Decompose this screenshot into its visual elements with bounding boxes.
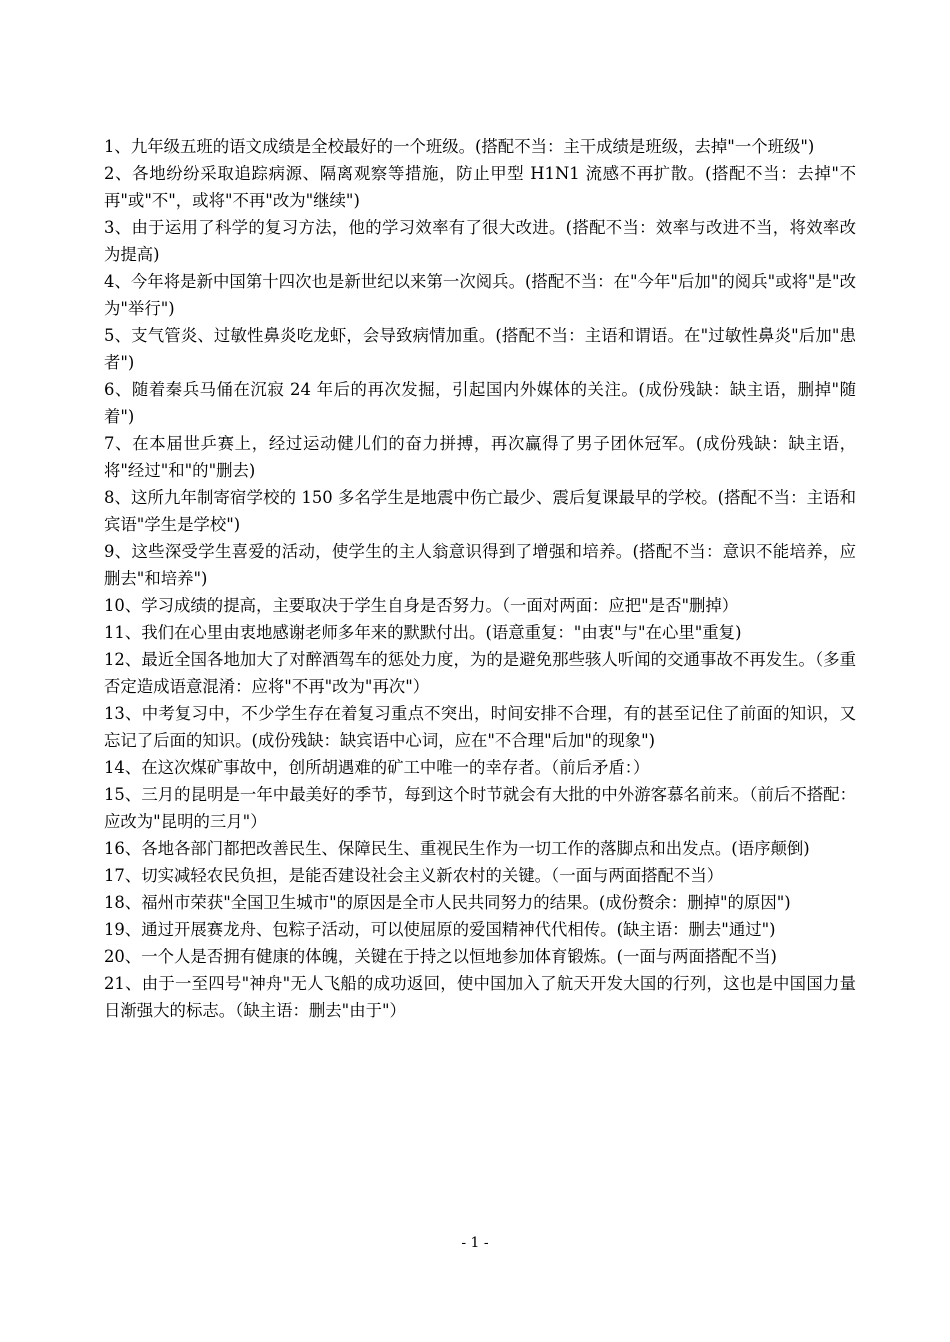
list-item-19: 19、通过开展赛龙舟、包粽子活动，可以使屈原的爱国精神代代相传。(缺主语：删去"通过")	[104, 920, 776, 939]
list-item-8: 8、这所九年制寄宿学校的 150 多名学生是地震中伤亡最少、震后复课最早的学校。(搭配不当：主语和宾语"学生是学校")	[104, 488, 856, 534]
list-item-10: 10、学习成绩的提高，主要取决于学生自身是否努力。（一面对两面：应把"是否"删掉）	[104, 596, 739, 615]
list-item-15: 15、三月的昆明是一年中最美好的季节，每到这个时节就会有大批的中外游客慕名前来。（前后不搭配：应改为"昆明的三月"）	[104, 785, 856, 831]
list-item-16: 16、各地各部门都把改善民生、保障民生、重视民生作为一切工作的落脚点和出发点。(语序颠倒)	[104, 839, 810, 858]
list-item-17: 17、切实减轻农民负担，是能否建设社会主义新农村的关键。（一面与两面搭配不当）	[104, 866, 724, 885]
list-item-1: 1、九年级五班的语文成绩是全校最好的一个班级。(搭配不当：主干成绩是班级，去掉"一个班级")	[104, 137, 815, 156]
list-item-5: 5、支气管炎、过敏性鼻炎吃龙虾，会导致病情加重。(搭配不当：主语和谓语。在"过敏性鼻炎"后加"患者")	[104, 326, 856, 372]
list-item-18: 18、福州市荣获"全国卫生城市"的原因是全市人民共同努力的结果。(成份赘余：删掉"的原因")	[104, 893, 791, 912]
list-item-4: 4、今年将是新中国第十四次也是新世纪以来第一次阅兵。(搭配不当：在"今年"后加"的阅兵"或将"是"改为"举行")	[104, 272, 856, 318]
list-item-12: 12、最近全国各地加大了对醉酒驾车的惩处力度，为的是避免那些骇人听闻的交通事故不再发生。（多重否定造成语意混淆：应将"不再"改为"再次"）	[104, 650, 856, 696]
list-item-11: 11、我们在心里由衷地感谢老师多年来的默默付出。(语意重复："由衷"与"在心里"重复)	[104, 623, 742, 642]
page-number: - 1 -	[461, 1235, 489, 1251]
list-item-2: 2、各地纷纷采取追踪病源、隔离观察等措施，防止甲型 H1N1 流感不再扩散。(搭配不当：去掉"不再"或"不"，或将"不再"改为"继续")	[104, 164, 856, 210]
list-item-3: 3、由于运用了科学的复习方法，他的学习效率有了很大改进。(搭配不当：效率与改进不当，将效率改为提高)	[104, 218, 856, 264]
list-item-14: 14、在这次煤矿事故中，创所胡遇难的矿工中唯一的幸存者。（前后矛盾：）	[104, 758, 650, 777]
list-item-21: 21、由于一至四号"神舟"无人飞船的成功返回，使中国加入了航天开发大国的行列，这也是中国国力量日渐强大的标志。（缺主语：删去"由于"）	[104, 974, 856, 1020]
list-item-7: 7、在本届世乒赛上，经过运动健儿们的奋力拼搏，再次赢得了男子团休冠军。(成份残缺：缺主语，将"经过"和"的"删去)	[104, 434, 856, 480]
list-item-20: 20、一个人是否拥有健康的体魄，关键在于持之以恒地参加体育锻炼。(一面与两面搭配不当)	[104, 947, 777, 966]
list-item-13: 13、中考复习中，不少学生存在着复习重点不突出，时间安排不合理，有的甚至记住了前面的知识，又忘记了后面的知识。(成份残缺：缺宾语中心词，应在"不合理"后加"的现象")	[104, 704, 856, 750]
list-item-9: 9、这些深受学生喜爱的活动，使学生的主人翁意识得到了增强和培养。(搭配不当：意识不能培养，应删去"和培养")	[104, 542, 856, 588]
list-item-6: 6、随着秦兵马俑在沉寂 24 年后的再次发掘，引起国内外媒体的关注。(成份残缺：缺主语，删掉"随着")	[104, 380, 856, 426]
sentence-list	[104, 133, 856, 1024]
